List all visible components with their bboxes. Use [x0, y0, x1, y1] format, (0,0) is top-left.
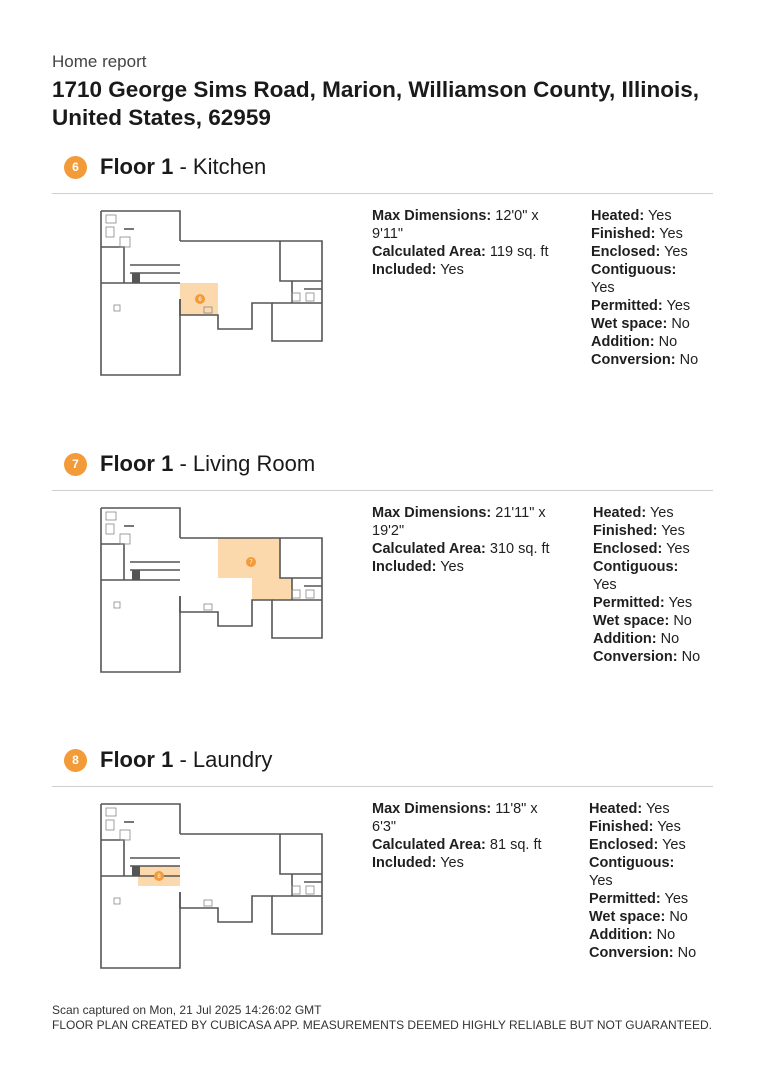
report-label: Home report	[52, 52, 147, 71]
max-dimensions-value: 21'11" x 19'2"	[372, 505, 546, 539]
attributes-block	[591, 207, 721, 369]
wet-space-label: Wet space:	[593, 613, 670, 629]
room-section-living-room	[0, 448, 764, 738]
floor-plan-image	[96, 209, 326, 379]
max-dimensions-label: Max Dimensions:	[372, 208, 492, 224]
room-marker-number: 8	[157, 874, 161, 881]
room-marker-number: 6	[198, 297, 202, 304]
addition-value: No	[652, 927, 676, 943]
scan-captured-text: Scan captured on Mon, 21 Jul 2025 14:26:02 GMT	[52, 1003, 322, 1017]
enclosed-label: Enclosed:	[591, 244, 661, 260]
attributes-block	[593, 504, 723, 666]
included-value: Yes	[436, 855, 464, 871]
permitted-label: Permitted:	[593, 595, 665, 611]
conversion-value: No	[675, 352, 699, 368]
stair-block	[132, 866, 140, 876]
heated-label: Heated:	[591, 208, 645, 224]
contiguous-value: Yes	[591, 280, 615, 296]
enclosed-label: Enclosed:	[589, 837, 659, 853]
conversion-label: Conversion:	[593, 649, 678, 665]
dimensions-block	[372, 800, 562, 872]
floor-plan-image	[96, 802, 326, 972]
max-dimensions-label: Max Dimensions:	[372, 505, 492, 521]
heated-label: Heated:	[589, 801, 643, 817]
permitted-value: Yes	[662, 298, 691, 314]
disclaimer-text: FLOOR PLAN CREATED BY CUBICASA APP. MEASUREMENTS DEEMED HIGHLY RELIABLE BUT NOT GUARANTEED.	[52, 1018, 712, 1032]
addition-label: Addition:	[593, 631, 657, 647]
finished-label: Finished:	[589, 819, 654, 835]
floor-label: Floor 1	[100, 747, 174, 772]
contiguous-label: Contiguous:	[593, 559, 679, 575]
floor-plan-fixtures	[106, 808, 314, 906]
stair-block	[132, 570, 140, 580]
section-divider	[52, 786, 713, 787]
wet-space-label: Wet space:	[591, 316, 668, 332]
max-dimensions-label: Max Dimensions:	[372, 801, 492, 817]
floor-label: Floor 1	[100, 154, 174, 179]
heated-value: Yes	[646, 505, 674, 521]
calculated-area-value: 119 sq. ft	[485, 244, 549, 260]
addition-value: No	[654, 334, 678, 350]
wet-space-label: Wet space:	[589, 909, 666, 925]
room-number-badge: 8	[64, 749, 87, 772]
enclosed-value: Yes	[658, 837, 686, 853]
calculated-area-value: 81 sq. ft	[485, 837, 542, 853]
conversion-value: No	[673, 945, 697, 961]
contiguous-label: Contiguous:	[591, 262, 677, 278]
finished-value: Yes	[653, 819, 681, 835]
contiguous-value: Yes	[593, 577, 617, 593]
heated-label: Heated:	[593, 505, 647, 521]
conversion-label: Conversion:	[589, 945, 674, 961]
finished-label: Finished:	[593, 523, 658, 539]
enclosed-value: Yes	[662, 541, 690, 557]
contiguous-label: Contiguous:	[589, 855, 675, 871]
dimensions-block	[372, 207, 562, 279]
title-separator: -	[173, 154, 193, 179]
property-address: 1710 George Sims Road, Marion, Williamson County, Illinois, United States, 62959	[52, 77, 700, 130]
title-separator: -	[173, 451, 193, 476]
max-dimensions-value: 12'0" x 9'11"	[372, 208, 539, 242]
room-name: Kitchen	[192, 154, 267, 179]
included-label: Included:	[372, 262, 437, 278]
conversion-label: Conversion:	[591, 352, 676, 368]
heated-value: Yes	[642, 801, 670, 817]
section-divider	[52, 490, 713, 491]
section-divider	[52, 193, 713, 194]
addition-label: Addition:	[589, 927, 653, 943]
room-title	[100, 744, 272, 776]
dimensions-block	[372, 504, 562, 576]
permitted-label: Permitted:	[591, 298, 663, 314]
wet-space-value: No	[665, 909, 688, 925]
contiguous-value: Yes	[589, 873, 613, 889]
calculated-area-label: Calculated Area:	[372, 244, 486, 260]
highlighted-room-area	[218, 538, 292, 600]
enclosed-label: Enclosed:	[593, 541, 663, 557]
stair-block	[132, 273, 140, 283]
room-name: Living Room	[192, 451, 316, 476]
finished-label: Finished:	[591, 226, 656, 242]
addition-label: Addition:	[591, 334, 655, 350]
room-name: Laundry	[192, 747, 273, 772]
room-title	[100, 151, 266, 183]
attributes-block	[589, 800, 719, 962]
finished-value: Yes	[657, 523, 685, 539]
wet-space-value: No	[669, 613, 692, 629]
permitted-label: Permitted:	[589, 891, 661, 907]
wet-space-value: No	[667, 316, 690, 332]
room-marker-number: 7	[249, 560, 253, 567]
room-title	[100, 448, 315, 480]
permitted-value: Yes	[664, 595, 693, 611]
room-section-kitchen	[0, 151, 764, 441]
finished-value: Yes	[655, 226, 683, 242]
permitted-value: Yes	[660, 891, 689, 907]
included-label: Included:	[372, 559, 437, 575]
included-value: Yes	[436, 559, 464, 575]
conversion-value: No	[677, 649, 701, 665]
title-separator: -	[173, 747, 193, 772]
report-footer	[52, 1003, 712, 1033]
calculated-area-value: 310 sq. ft	[485, 541, 550, 557]
calculated-area-label: Calculated Area:	[372, 837, 486, 853]
addition-value: No	[656, 631, 680, 647]
calculated-area-label: Calculated Area:	[372, 541, 486, 557]
floor-plan-walls	[101, 804, 322, 968]
max-dimensions-value: 11'8" x 6'3"	[372, 801, 538, 835]
room-number-badge: 6	[64, 156, 87, 179]
included-label: Included:	[372, 855, 437, 871]
room-section-laundry	[0, 744, 764, 1034]
floor-plan-image	[96, 506, 326, 676]
enclosed-value: Yes	[660, 244, 688, 260]
included-value: Yes	[436, 262, 464, 278]
floor-label: Floor 1	[100, 451, 174, 476]
room-number-badge: 7	[64, 453, 87, 476]
heated-value: Yes	[644, 208, 672, 224]
